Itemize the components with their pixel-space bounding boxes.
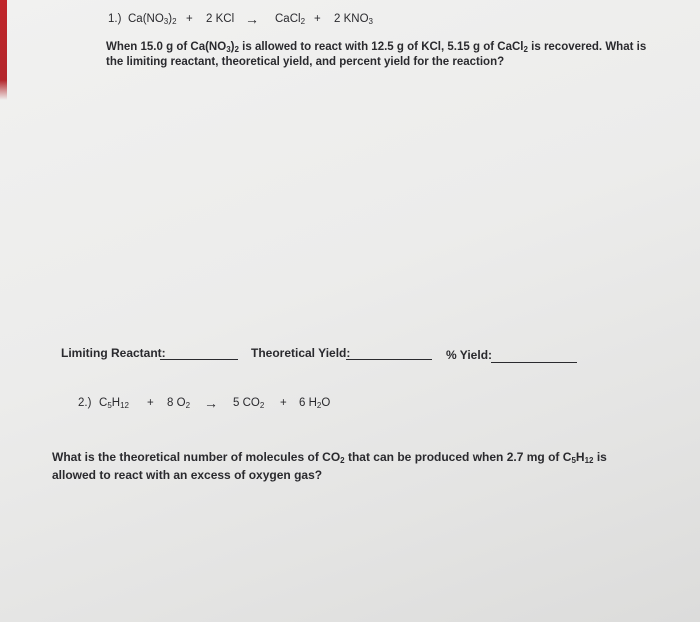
q1-arrow-icon: → [245,11,259,27]
q1-product2: 2 $KNO_3$ [334,13,373,26]
q2-number: 2.) [78,397,92,409]
red-edge-strip [0,0,7,100]
q1-text-line1: When 15.0 g of $Ca(NO_3)_2$ is allowed to react with 12.5 g of KCl, 5.15 g of CaCl$_2$ is recovered. What is [106,41,647,54]
q2-question [52,448,607,484]
q1-question [106,40,646,70]
q2-text-line1: What is the theoretical number of molecules of $CO_2$ that can be produced when 2.7 mg of $C_5H_{12}$ is [52,450,607,465]
q2-reactant2: 8 $O_2$ [167,397,191,410]
q2-plus2: + [280,397,287,409]
q1-text-line2: the limiting reactant, theoretical yield, and percent yield for the reaction? [106,56,505,68]
q2-product1: 5 $CO_2$ [233,397,265,410]
percent-yield-blank [491,362,577,363]
limiting-reactant-label: Limiting Reactant: [61,346,166,360]
theoretical-yield-label: Theoretical Yield: [251,346,351,360]
theoretical-yield-blank [346,359,432,360]
q1-plus2: + [314,13,321,25]
q2-arrow-icon: → [204,395,218,411]
q1-number: 1.) [108,13,122,25]
q1-reactant2: 2 KCl [206,13,235,25]
q2-product2: 6 $H_2O$ [299,397,331,410]
q1-reactant1: $Ca(NO_3)_2$ [128,13,177,26]
limiting-reactant-blank [160,359,238,360]
q1-product1: CaCl$_2$ [275,13,306,26]
percent-yield-label: % Yield: [446,348,493,362]
q2-reactant1: $C_5H_{12}$ [99,397,129,410]
q2-plus1: + [147,397,154,409]
q2-text-line2: allowed to react with an excess of oxygen gas? [52,468,323,482]
q1-plus1: + [186,13,193,25]
